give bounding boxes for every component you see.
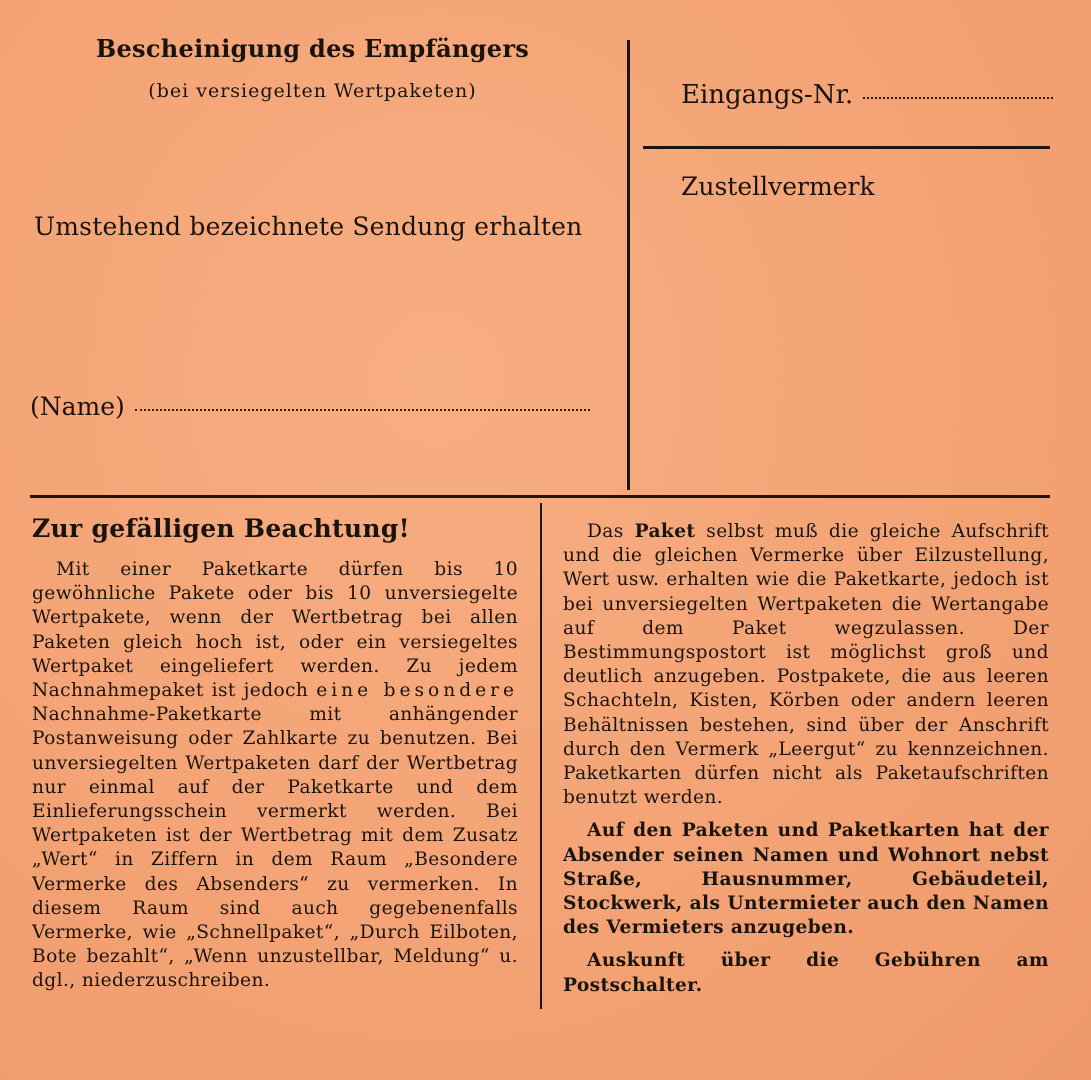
notice-left-text-1: Mit einer Paketkarte dürfen bis 10 gewöhnliche Pakete oder bis 10 unversiegelte Wertpakete, wenn der Wertbetrag bei allen Paketen gleich hoch ist, oder ein versiegeltes Wertpaket eingeliefert werden. Zu jedem Nachnahmepaket ist jedoch — [32, 559, 518, 702]
received-statement: Umstehend bezeichnete Sendung erhalten — [34, 212, 583, 241]
eingangs-nr-label: Eingangs-Nr. — [681, 80, 854, 110]
name-field-row — [30, 392, 590, 421]
notice-heading: Zur gefälligen Beachtung! — [32, 514, 410, 543]
eingangs-nr-dotted-line[interactable] — [863, 97, 1053, 99]
notice-right-paragraph-2: Auf den Paketen und Paketkarten hat der Absender seinen Namen und Wohnort nebst Straße, Hausnummer, Gebäudeteil, Stockwerk, als Untermieter auch den Namen des Vermieters anzugeben. — [563, 820, 1049, 939]
notice-right-paragraph-3: Auskunft über die Gebühren am Postschalter. — [563, 950, 1049, 996]
notice-right-paragraph-1 — [563, 520, 1049, 810]
receipt-subtitle: (bei versiegelten Wertpaketen) — [148, 80, 477, 102]
divider-horizontal-right — [643, 146, 1050, 149]
notice-right-p1-start: Das — [587, 521, 624, 542]
divider-vertical-bottom — [540, 503, 542, 1009]
divider-vertical-top — [627, 40, 630, 490]
notice-left-text-2: Nachnahme-Paketkarte mit anhängender Postanweisung oder Zahlkarte zu benutzen. Bei unversiegelten Wertpaketen darf der Wertbetrag nur einmal auf der Paketkarte und dem Einlieferungsschein vermerkt werden. Bei Wertpaketen ist der Wertbetrag mit dem Zusatz „Wert“ in Ziffern in dem Raum „Besondere Vermerke des Absenders“ zu vermerken. In diesem Raum sind auch gegebenenfalls Vermerke, wie „Schnellpaket“, „Durch Eilboten, Bote bezahlt“, „Wenn unzustellbar, Meldung“ u. dgl., niederzuschreiben. — [32, 704, 518, 992]
receipt-title: Bescheinigung des Empfängers — [95, 34, 530, 63]
zustellvermerk-label: Zustellvermerk — [681, 172, 875, 201]
divider-horizontal-main — [30, 495, 1050, 498]
notice-left-paragraph — [32, 558, 518, 994]
notice-right-p1-rest: selbst muß die gleiche Aufschrift und die gleichen Vermerke über Eilzustellung, Wert usw. erhalten wie die Paketkarte, jedoch ist bei unversiegelten Wertpaketen die Wertangabe auf dem Paket wegzulassen. Der Bestimmungspostort ist möglichst groß und deutlich anzugeben. Postpakete, die aus leeren Schachteln, Kisten, Körben oder andern leeren Behältnissen bestehen, sind über der Anschrift durch den Vermerk „Leergut“ zu kennzeichnen. Paketkarten dürfen nicht als Paketaufschriften benutzt werden. — [563, 521, 1050, 809]
name-label: (Name) — [30, 392, 125, 421]
notice-left-column — [32, 558, 518, 994]
notice-left-spaced: eine besondere — [316, 680, 519, 702]
notice-right-p1-bold: Paket — [634, 521, 696, 542]
notice-right-column — [563, 520, 1049, 998]
name-dotted-line[interactable] — [135, 409, 590, 411]
eingangs-nr-row — [681, 80, 1053, 110]
